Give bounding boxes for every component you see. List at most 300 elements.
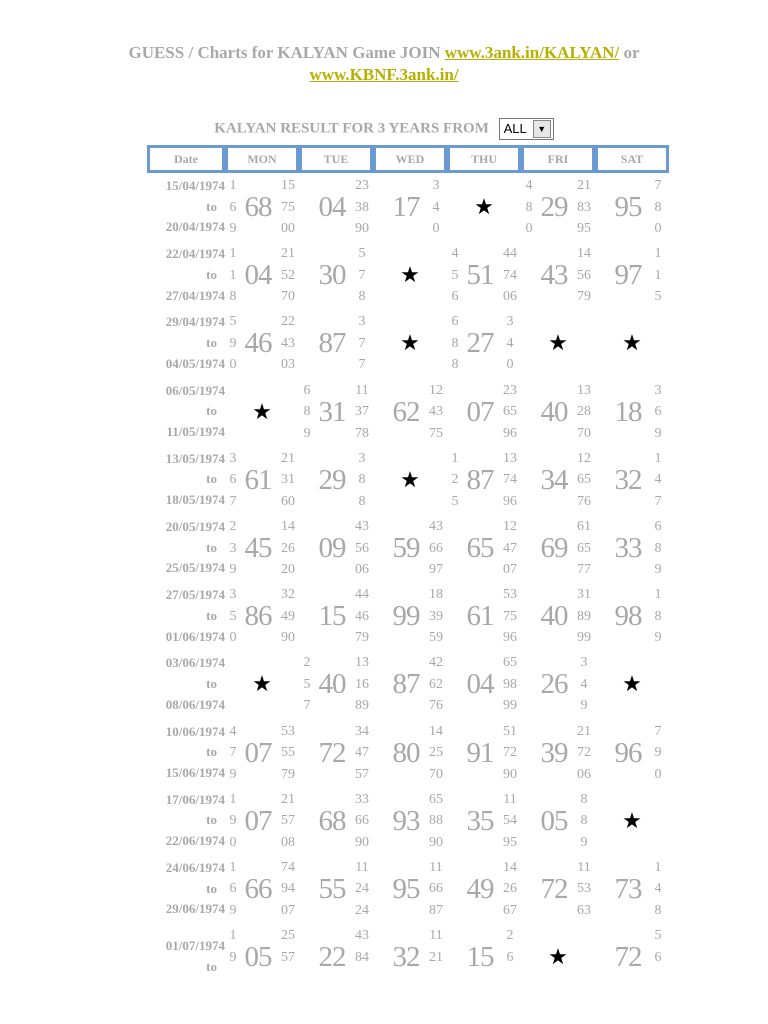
digit: 0 <box>229 834 237 850</box>
panel-left-digits <box>449 655 461 713</box>
panel-left-digits <box>597 724 609 782</box>
digit: 6 <box>451 314 459 330</box>
panel <box>447 584 521 648</box>
digit <box>597 745 609 760</box>
panel-left-digits <box>523 587 535 645</box>
result-cell <box>225 446 299 514</box>
header-sat: SAT <box>595 145 669 173</box>
result-cell <box>447 582 521 650</box>
digit: 0 <box>506 357 514 373</box>
digit: 95 <box>577 221 591 237</box>
panel <box>299 516 373 580</box>
digit: 1 <box>654 267 662 283</box>
digit <box>647 971 669 986</box>
panel-left-digits <box>449 724 461 782</box>
digit <box>301 336 313 351</box>
panel <box>373 652 447 716</box>
digit: 06 <box>503 289 517 305</box>
result-cell <box>595 719 669 787</box>
digit: 23 <box>355 178 369 194</box>
digit: 3 <box>358 450 366 466</box>
digit: 9 <box>229 813 237 829</box>
digit: 11 <box>429 928 443 944</box>
digit <box>523 268 535 283</box>
digit <box>375 587 387 602</box>
digit: 79 <box>281 766 295 782</box>
panel-left-digits <box>301 792 313 850</box>
digit <box>597 767 609 782</box>
panel-right-digits <box>277 178 299 236</box>
digit: 11 <box>355 382 369 398</box>
jodi-number: 04 <box>466 668 494 701</box>
digit: 1 <box>229 246 237 262</box>
digit <box>301 541 313 556</box>
digit: 4 <box>654 472 662 488</box>
panel <box>447 311 521 375</box>
star-icon: ★ <box>252 398 272 424</box>
result-cell <box>373 923 447 991</box>
star-icon: ★ <box>400 262 420 288</box>
digit <box>597 289 609 304</box>
digit: 31 <box>281 472 295 488</box>
digit <box>449 426 461 441</box>
result-cell <box>521 173 595 241</box>
panel-left-digits <box>301 860 313 918</box>
panel <box>373 925 447 989</box>
digit: 72 <box>577 745 591 761</box>
digit: 7 <box>654 493 662 509</box>
digit <box>597 178 609 193</box>
panel <box>521 652 595 716</box>
result-cell <box>373 650 447 718</box>
digit: 11 <box>355 859 369 875</box>
jodi-number: 04 <box>244 259 272 292</box>
panel <box>447 516 521 580</box>
result-cell <box>595 446 669 514</box>
panel-left-digits <box>449 587 461 645</box>
table-body <box>147 173 669 991</box>
date-to-label: to <box>206 335 217 351</box>
jodi-number: 15 <box>318 600 346 633</box>
result-cell <box>299 923 373 991</box>
digit <box>597 587 609 602</box>
result-cell <box>225 514 299 582</box>
digit: 87 <box>429 902 443 918</box>
panel-left-digits <box>301 724 313 782</box>
table-row <box>147 923 669 991</box>
digit: 16 <box>355 676 369 692</box>
digit: 67 <box>503 902 517 918</box>
panel-right-digits <box>573 519 595 577</box>
digit: 43 <box>281 335 295 351</box>
table-row <box>147 650 669 718</box>
panel-right-digits <box>425 928 447 986</box>
digit <box>597 404 609 419</box>
panel-left-digits <box>597 178 609 236</box>
panel-left-digits <box>449 792 461 850</box>
jodi-number: 34 <box>540 463 568 496</box>
panel <box>299 721 373 785</box>
header-text: GUESS / Charts for KALYAN Game JOIN <box>128 43 445 62</box>
digit <box>375 562 387 577</box>
panel-right-digits <box>647 724 669 782</box>
result-cell <box>225 719 299 787</box>
panel <box>447 789 521 853</box>
digit <box>301 587 313 602</box>
star-icon: ★ <box>400 466 420 492</box>
digit: 4 <box>506 335 514 351</box>
digit <box>449 404 461 419</box>
digit <box>301 472 313 487</box>
digit: 6 <box>229 881 237 897</box>
filter-label: KALYAN RESULT FOR 3 YEARS FROM <box>214 120 489 137</box>
digit <box>449 881 461 896</box>
digit <box>449 950 461 965</box>
panel-left-digits <box>523 792 535 850</box>
jodi-number: 51 <box>466 259 494 292</box>
result-cell <box>299 309 373 377</box>
digit: 79 <box>577 289 591 305</box>
digit: 43 <box>429 404 443 420</box>
panel <box>225 652 299 716</box>
digit: 95 <box>503 834 517 850</box>
digit: 4 <box>451 246 459 262</box>
kalyan-link[interactable]: www.3ank.in/KALYAN/ <box>444 43 620 62</box>
jodi-number: 04 <box>318 191 346 224</box>
digit: 97 <box>429 562 443 578</box>
digit: 55 <box>281 745 295 761</box>
digit: 70 <box>281 289 295 305</box>
digit: 2 <box>229 519 237 535</box>
header-mon: MON <box>225 145 299 173</box>
digit: 5 <box>451 493 459 509</box>
digit <box>301 903 313 918</box>
table-row <box>147 241 669 309</box>
digit: 65 <box>577 540 591 556</box>
digit <box>449 835 461 850</box>
panel-left-digits <box>597 519 609 577</box>
filter-bar <box>0 118 768 140</box>
digit: 38 <box>355 199 369 215</box>
digit: 56 <box>355 540 369 556</box>
panel-right-digits <box>647 246 669 304</box>
digit: 06 <box>355 562 369 578</box>
table-row <box>147 309 669 377</box>
digit <box>425 971 447 986</box>
digit: 76 <box>577 493 591 509</box>
digit: 52 <box>281 267 295 283</box>
digit: 3 <box>229 450 237 466</box>
digit <box>449 792 461 807</box>
digit: 76 <box>429 698 443 714</box>
panel <box>447 380 521 444</box>
digit: 53 <box>281 723 295 739</box>
panel <box>521 789 595 853</box>
digit: 20 <box>281 562 295 578</box>
jodi-number: 49 <box>466 872 494 905</box>
jodi-number: 40 <box>318 668 346 701</box>
digit: 5 <box>451 267 459 283</box>
panel-left-digits <box>227 860 239 918</box>
result-cell <box>225 650 299 718</box>
result-cell <box>595 514 669 582</box>
date-from: 22/04/1974 <box>165 246 225 262</box>
date-to-label: to <box>206 471 217 487</box>
digit: 1 <box>654 587 662 603</box>
digit: 1 <box>229 178 237 194</box>
date-to-label: to <box>206 198 217 214</box>
digit: 21 <box>577 178 591 194</box>
digit: 3 <box>580 655 588 671</box>
panel-left-digits <box>449 860 461 918</box>
panel <box>595 584 669 648</box>
digit <box>375 971 387 986</box>
year-select[interactable] <box>499 118 554 140</box>
digit: 44 <box>503 246 517 262</box>
star-icon: ★ <box>622 807 642 833</box>
digit: 7 <box>358 357 366 373</box>
result-cell <box>447 514 521 582</box>
result-cell <box>595 241 669 309</box>
digit: 32 <box>281 587 295 603</box>
panel-left-digits <box>375 178 387 236</box>
digit <box>449 383 461 398</box>
digit: 11 <box>503 791 517 807</box>
digit: 07 <box>281 902 295 918</box>
result-cell <box>225 855 299 923</box>
digit: 8 <box>358 493 366 509</box>
panel-right-digits <box>277 246 299 304</box>
table-row <box>147 173 669 241</box>
panel <box>595 857 669 921</box>
digit: 75 <box>429 425 443 441</box>
digit <box>523 630 535 645</box>
star-icon: ★ <box>400 330 420 356</box>
digit <box>301 745 313 760</box>
digit: 3 <box>229 540 237 556</box>
panel <box>373 789 447 853</box>
panel <box>521 380 595 444</box>
digit <box>523 835 535 850</box>
digit <box>523 587 535 602</box>
digit: 6 <box>654 404 662 420</box>
digit <box>375 745 387 760</box>
date-range <box>147 787 225 855</box>
panel <box>595 925 669 989</box>
panel <box>447 448 521 512</box>
panel-left-digits <box>375 655 387 713</box>
panel-right-digits <box>425 724 447 782</box>
result-cell <box>225 923 299 991</box>
jodi-number: 69 <box>540 532 568 565</box>
date-range <box>147 378 225 446</box>
panel-left-digits <box>523 655 535 713</box>
header-tue: TUE <box>299 145 373 173</box>
panel-left-digits <box>227 178 239 236</box>
jodi-number: 17 <box>392 191 420 224</box>
digit <box>523 494 535 509</box>
digit <box>375 903 387 918</box>
result-cell <box>373 241 447 309</box>
digit <box>597 950 609 965</box>
digit <box>301 178 313 193</box>
chevron-down-icon[interactable]: ▼ <box>533 120 551 138</box>
panel <box>447 721 521 785</box>
panel <box>225 380 299 444</box>
digit: 8 <box>654 608 662 624</box>
digit <box>523 541 535 556</box>
digit <box>449 903 461 918</box>
digit: 90 <box>355 221 369 237</box>
panel <box>595 516 669 580</box>
jodi-number: 09 <box>318 532 346 565</box>
digit: 0 <box>229 357 237 373</box>
result-cell <box>373 855 447 923</box>
digit: 47 <box>503 540 517 556</box>
digit: 5 <box>358 246 366 262</box>
panel-left-digits <box>597 928 609 986</box>
date-to-label: to <box>206 266 217 282</box>
digit: 57 <box>281 813 295 829</box>
digit: 21 <box>281 246 295 262</box>
date-to-label: to <box>206 959 217 975</box>
digit <box>449 630 461 645</box>
digit <box>375 383 387 398</box>
panel <box>299 925 373 989</box>
digit <box>523 655 535 670</box>
panel <box>225 311 299 375</box>
date-to: 01/06/1974 <box>165 628 225 644</box>
date-range <box>147 719 225 787</box>
digit <box>523 881 535 896</box>
digit: 21 <box>281 791 295 807</box>
digit: 9 <box>654 745 662 761</box>
header-text-or: or <box>619 43 640 62</box>
result-cell <box>373 309 447 377</box>
digit <box>375 519 387 534</box>
jodi-number: 95 <box>392 872 420 905</box>
panel-left-digits <box>523 451 535 509</box>
digit: 8 <box>580 813 588 829</box>
digit: 65 <box>577 472 591 488</box>
digit: 26 <box>281 540 295 556</box>
digit: 84 <box>355 949 369 965</box>
digit <box>523 451 535 466</box>
star-icon: ★ <box>474 194 494 220</box>
digit: 61 <box>577 519 591 535</box>
digit: 8 <box>654 199 662 215</box>
digit <box>227 971 239 986</box>
digit: 12 <box>577 450 591 466</box>
result-cell <box>447 787 521 855</box>
digit: 0 <box>229 630 237 646</box>
digit <box>523 903 535 918</box>
digit: 1 <box>229 928 237 944</box>
panel-right-digits <box>573 383 595 441</box>
jodi-number: 65 <box>466 532 494 565</box>
jodi-number: 98 <box>614 600 642 633</box>
digit: 6 <box>229 472 237 488</box>
digit: 79 <box>355 630 369 646</box>
digit: 83 <box>577 199 591 215</box>
panel-right-digits <box>647 860 669 918</box>
digit <box>597 268 609 283</box>
result-cell <box>373 582 447 650</box>
star-icon: ★ <box>548 944 568 970</box>
digit <box>277 971 299 986</box>
result-cell <box>373 446 447 514</box>
digit: 9 <box>654 630 662 646</box>
panel-right-digits <box>351 246 373 304</box>
star-icon: ★ <box>252 671 272 697</box>
date-from: 06/05/1974 <box>165 382 225 398</box>
kbnf-link[interactable]: www.KBNF.3ank.in/ <box>309 65 459 84</box>
digit <box>523 246 535 261</box>
panel-left-digits <box>523 246 535 304</box>
panel-right-digits <box>277 451 299 509</box>
digit: 9 <box>229 335 237 351</box>
date-range <box>147 650 225 718</box>
digit <box>301 451 313 466</box>
digit: 1 <box>229 791 237 807</box>
digit: 9 <box>580 834 588 850</box>
digit: 6 <box>451 289 459 305</box>
digit <box>449 609 461 624</box>
panel <box>299 652 373 716</box>
date-to: 29/06/1974 <box>165 901 225 917</box>
jodi-number: 07 <box>244 736 272 769</box>
panel-right-digits <box>499 519 521 577</box>
panel-right-digits <box>351 314 373 372</box>
panel-right-digits <box>277 587 299 645</box>
jodi-number: 73 <box>614 872 642 905</box>
digit: 7 <box>303 698 311 714</box>
panel <box>521 175 595 239</box>
panel-right-digits <box>499 724 521 782</box>
digit: 37 <box>355 404 369 420</box>
digit <box>375 655 387 670</box>
digit: 5 <box>654 289 662 305</box>
digit <box>375 677 387 692</box>
digit <box>597 494 609 509</box>
panel-right-digits <box>499 655 521 713</box>
digit: 5 <box>303 676 311 692</box>
result-cell <box>225 173 299 241</box>
digit: 8 <box>229 289 237 305</box>
digit: 9 <box>229 562 237 578</box>
digit: 6 <box>506 949 514 965</box>
digit <box>449 813 461 828</box>
digit: 9 <box>229 902 237 918</box>
digit <box>301 200 313 215</box>
digit: 4 <box>654 881 662 897</box>
digit <box>523 767 535 782</box>
digit: 74 <box>503 267 517 283</box>
digit: 4 <box>525 178 533 194</box>
digit: 63 <box>577 902 591 918</box>
digit <box>301 221 313 236</box>
digit: 03 <box>281 357 295 373</box>
digit: 53 <box>503 587 517 603</box>
digit <box>301 928 313 943</box>
digit: 57 <box>355 766 369 782</box>
result-cell <box>447 855 521 923</box>
date-to-label: to <box>206 403 217 419</box>
panel <box>595 721 669 785</box>
result-cell <box>447 309 521 377</box>
digit: 56 <box>577 267 591 283</box>
digit: 7 <box>229 745 237 761</box>
